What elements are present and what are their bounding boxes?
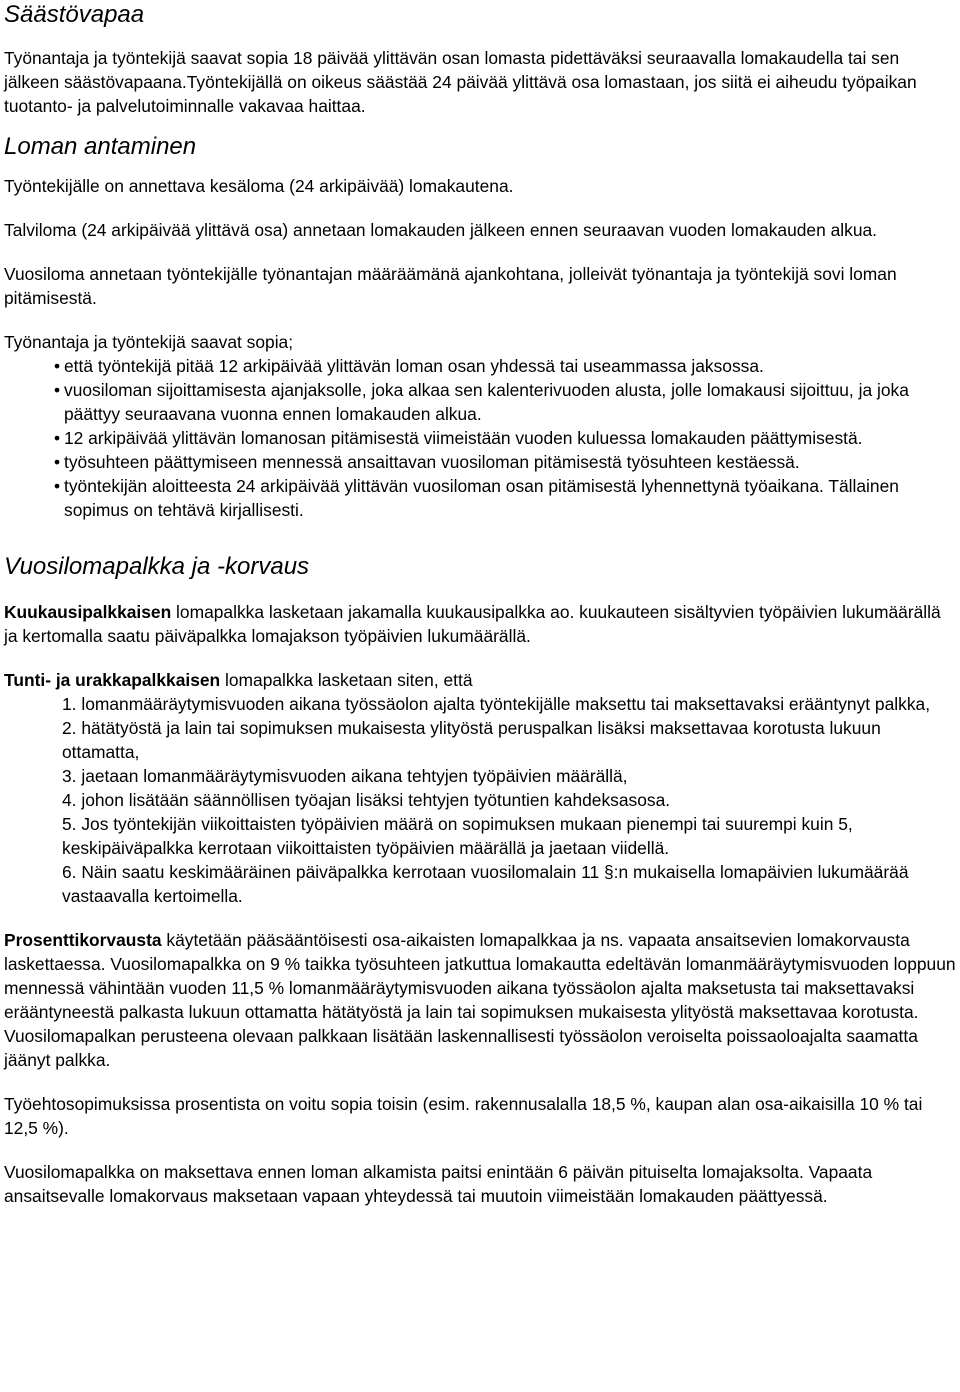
heading-vuosilomapalkka: Vuosilomapalkka ja -korvaus (4, 553, 310, 580)
list-item: 2. hätätyöstä ja lain tai sopimuksen mukaisesta ylityöstä peruspalkan lisäksi maksettavaa korotusta lukuun ottamatta, (62, 718, 881, 762)
list-item: • että työntekijä pitää 12 arkipäivää ylittävän loman osan yhdessä tai useammassa jaksossa. (54, 354, 956, 378)
heading-saastovapaa: Säästövapaa (4, 1, 145, 28)
list-item: 6. Näin saatu keskimääräinen päiväpalkka kerrotaan vuosilomalain 11 §:n mukaisella lomapäivien lukumäärää vastaavalla kertoimella. (62, 862, 909, 906)
paragraph-kesaloma: Työntekijälle on annettava kesäloma (24 arkipäivää) lomakautena. (4, 176, 514, 196)
term-prosenttikorvaus: Prosenttikorvausta (4, 930, 162, 950)
paragraph-talviloma: Talviloma (24 arkipäivää ylittävä osa) annetaan lomakauden jälkeen ennen seuraavan vuoden lomakauden alkua. (4, 220, 877, 240)
paragraph-tuntipalkkainen (4, 668, 956, 692)
paragraph-saastovapaa: Työnantaja ja työntekijä saavat sopia 18 päivää ylittävän osan lomasta pidettäväksi seuraavalla lomakaudella tai sen jälkeen säästövapaana.Työntekijällä on oikeus säästää 24 päivää ylittävä osa lomastaan, jos siitä ei aiheudu työpaikan tuotanto- ja palvelutoiminnalle vakavaa haittaa. (4, 48, 917, 116)
calculation-step-list (4, 692, 956, 908)
text-prosenttikorvaus: käytetään pääsääntöisesti osa-aikaisten lomapalkkaa ja ns. vapaata ansaitsevien lomakorvausta laskettaessa. Vuosilomapalkka on 9 % taikka työsuhteen jatkuttua lomakautta edeltävän lomanmääräytymisvuoden loppuun mennessä vähintään vuoden 11,5 % lomanmääräytymisvuoden aikana työssäolon ajalta maksetusta tai maksettavaksi erääntyneestä palkasta lukuun ottamatta hätätyöstä ja lain tai sopimuksen mukaisesta ylityöstä maksettavaa korotusta. Vuosilomapalkan perusteena olevaan palkkaan lisätään laskennallisesti työssäolon veroiselta poissaoloajalta saamatta jäänyt palkka. (4, 930, 956, 1070)
paragraph-sopimus-intro: Työnantaja ja työntekijä saavat sopia; (4, 332, 294, 352)
paragraph-kuukausipalkkainen (4, 600, 956, 648)
paragraph-prosenttikorvaus (4, 928, 956, 1072)
list-item: • 12 arkipäivää ylittävän lomanosan pitämisestä viimeistään vuoden kuluessa lomakauden päättymisestä. (54, 426, 956, 450)
list-item: 3. jaetaan lomanmääräytymisvuoden aikana tehtyjen työpäivien määrällä, (62, 766, 628, 786)
text-kuukausipalkkainen: lomapalkka lasketaan jakamalla kuukausipalkka ao. kuukauteen sisältyvien työpäivien lukumäärällä ja kertomalla saatu päiväpalkka lomajakson työpäivien lukumäärällä. (4, 602, 941, 646)
agreement-bullet-list (4, 354, 956, 522)
heading-loman-antaminen: Loman antaminen (4, 133, 197, 160)
list-item: 5. Jos työntekijän viikoittaisten työpäivien määrä on sopimuksen mukaan pienempi tai suurempi kuin 5, keskipäiväpalkka kerrotaan viikoittaisten työpäivien määrällä ja jaetaan viidellä. (62, 814, 853, 858)
paragraph-tyoehtosopimus: Työehtosopimuksissa prosentista on voitu sopia toisin (esim. rakennusalalla 18,5 %, kaupan alan osa-aikaisilla 10 % tai 12,5 %). (4, 1094, 923, 1138)
paragraph-vuosiloma: Vuosiloma annetaan työntekijälle työnantajan määräämänä ajankohtana, jolleivät työnantaja ja työntekijä sovi loman pitämisestä. (4, 264, 897, 308)
text-tuntipalkkainen: lomapalkka lasketaan siten, että (220, 670, 473, 690)
list-item: • työntekijän aloitteesta 24 arkipäivää ylittävän vuosiloman osan pitämisestä lyhennettynä työaikana. Tällainen sopimus on tehtävä kirjallisesti. (54, 474, 956, 522)
term-kuukausipalkkainen: Kuukausipalkkaisen (4, 602, 172, 622)
list-item: 4. johon lisätään säännöllisen työajan lisäksi tehtyjen työtuntien kahdeksasosa. (62, 790, 671, 810)
list-item: • työsuhteen päättymiseen mennessä ansaittavan vuosiloman pitämisestä työsuhteen kestäessä. (54, 450, 956, 474)
list-item: 1. lomanmääräytymisvuoden aikana työssäolon ajalta työntekijälle maksettu tai maksettavaksi erääntynyt palkka, (62, 694, 931, 714)
paragraph-maksaminen: Vuosilomapalkka on maksettava ennen loman alkamista paitsi enintään 6 päivän pituiselta lomajaksolta. Vapaata ansaitsevalle lomakorvaus maksetaan vapaan yhteydessä tai muutoin viimeistään lomakauden päättyessä. (4, 1162, 873, 1206)
term-tuntipalkkainen: Tunti- ja urakkapalkkaisen (4, 670, 221, 690)
list-item: • vuosiloman sijoittamisesta ajanjaksolle, joka alkaa sen kalenterivuoden alusta, jolle lomakausi sijoittuu, ja joka päättyy seuraavana vuonna ennen lomakauden alkua. (54, 378, 956, 426)
